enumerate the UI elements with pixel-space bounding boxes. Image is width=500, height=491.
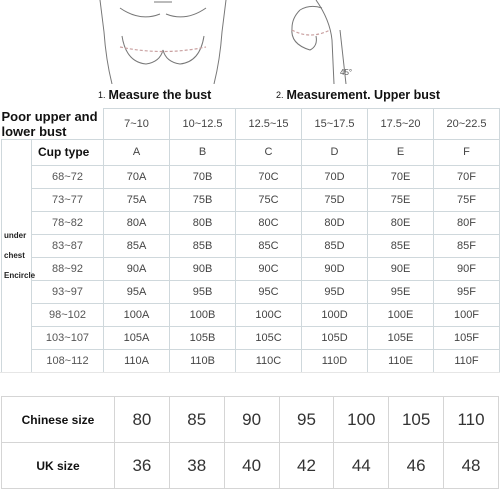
underbust-range: 103~107 xyxy=(32,326,104,349)
size-cell: 105D xyxy=(302,326,368,349)
size-cell: 110B xyxy=(170,349,236,372)
size-cell: 110E xyxy=(368,349,434,372)
table-row xyxy=(2,326,500,349)
size-cell: 85D xyxy=(302,234,368,257)
size-cell: 100A xyxy=(104,303,170,326)
table-row xyxy=(2,188,500,211)
step-2-label: Measurement. Upper bust xyxy=(286,87,441,102)
cup-letter: A xyxy=(104,139,170,165)
size-cell: 90F xyxy=(434,257,500,280)
size-cell: 90B xyxy=(170,257,236,280)
chinese-size-label: Chinese size xyxy=(2,397,115,443)
underbust-range: 108~112 xyxy=(32,349,104,372)
size-cell: 100F xyxy=(434,303,500,326)
size-cell: 90A xyxy=(104,257,170,280)
side-tape-line xyxy=(292,30,330,35)
chinese-size-cell: 85 xyxy=(169,397,224,443)
size-cell: 105A xyxy=(104,326,170,349)
underbust-range: 83~87 xyxy=(32,234,104,257)
size-cell: 75E xyxy=(368,188,434,211)
section-divider xyxy=(0,372,500,373)
size-cell: 110D xyxy=(302,349,368,372)
size-cell: 95E xyxy=(368,280,434,303)
chinese-size-cell: 80 xyxy=(115,397,170,443)
size-cell: 100E xyxy=(368,303,434,326)
size-cell: 95B xyxy=(170,280,236,303)
band-label-line: under xyxy=(4,230,27,240)
underbust-range: 73~77 xyxy=(32,188,104,211)
uk-size-cell: 36 xyxy=(115,443,170,489)
size-cell: 75B xyxy=(170,188,236,211)
uk-size-cell: 38 xyxy=(169,443,224,489)
step-1-caption xyxy=(98,86,211,104)
band-label-line: chest xyxy=(4,250,25,260)
table-row xyxy=(2,303,500,326)
size-cell: 90D xyxy=(302,257,368,280)
size-cell: 85A xyxy=(104,234,170,257)
size-cell: 110F xyxy=(434,349,500,372)
size-cell: 105C xyxy=(236,326,302,349)
size-cell: 70F xyxy=(434,165,500,188)
size-cell: 100D xyxy=(302,303,368,326)
size-cell: 105E xyxy=(368,326,434,349)
cup-letter: F xyxy=(434,139,500,165)
size-cell: 90C xyxy=(236,257,302,280)
cup-type-label: Cup type xyxy=(32,139,104,165)
step-2-caption xyxy=(276,86,440,104)
chinese-size-cell: 110 xyxy=(444,397,499,443)
table-row xyxy=(2,257,500,280)
difference-range-row xyxy=(2,109,500,140)
cup-letter: D xyxy=(302,139,368,165)
uk-size-cell: 40 xyxy=(224,443,279,489)
chinese-size-cell: 100 xyxy=(334,397,389,443)
size-cell: 75C xyxy=(236,188,302,211)
band-label-line: Encircle xyxy=(4,270,36,280)
uk-size-cell: 46 xyxy=(389,443,444,489)
size-cell: 80A xyxy=(104,211,170,234)
range-header: 7~10 xyxy=(104,109,170,140)
size-cell: 110C xyxy=(236,349,302,372)
size-cell: 100B xyxy=(170,303,236,326)
step-2-number: 2. xyxy=(276,89,284,100)
table-row xyxy=(2,349,500,372)
size-conversion-table xyxy=(1,396,499,489)
uk-size-cell: 44 xyxy=(334,443,389,489)
table-row xyxy=(2,165,500,188)
bust-measurement-illustration xyxy=(0,0,500,84)
size-cell: 100C xyxy=(236,303,302,326)
size-cell: 85C xyxy=(236,234,302,257)
size-cell: 95D xyxy=(302,280,368,303)
size-cell: 80B xyxy=(170,211,236,234)
table-row xyxy=(2,280,500,303)
size-cell: 105B xyxy=(170,326,236,349)
uk-size-cell: 42 xyxy=(279,443,334,489)
underbust-range: 98~102 xyxy=(32,303,104,326)
size-cell: 95C xyxy=(236,280,302,303)
size-cell: 85B xyxy=(170,234,236,257)
uk-size-label: UK size xyxy=(2,443,115,489)
underbust-range: 78~82 xyxy=(32,211,104,234)
chinese-size-cell: 105 xyxy=(389,397,444,443)
size-cell: 80C xyxy=(236,211,302,234)
range-header: 15~17.5 xyxy=(302,109,368,140)
size-cell: 75F xyxy=(434,188,500,211)
side-bust-figure xyxy=(292,0,346,84)
size-cell: 85F xyxy=(434,234,500,257)
cup-letter: C xyxy=(236,139,302,165)
size-cell: 85E xyxy=(368,234,434,257)
size-cell: 95A xyxy=(104,280,170,303)
size-cell: 70B xyxy=(170,165,236,188)
range-header: 17.5~20 xyxy=(368,109,434,140)
step-1-label: Measure the bust xyxy=(108,87,212,102)
cup-type-row xyxy=(2,139,500,165)
chinese-size-cell: 95 xyxy=(279,397,334,443)
size-cell: 80F xyxy=(434,211,500,234)
size-cell: 75A xyxy=(104,188,170,211)
step-1-number: 1. xyxy=(98,89,106,100)
cup-letter: E xyxy=(368,139,434,165)
uk-size-cell: 48 xyxy=(444,443,499,489)
angle-label: 45° xyxy=(340,68,353,77)
size-cell: 95F xyxy=(434,280,500,303)
chinese-size-row xyxy=(2,397,499,443)
cup-letter: B xyxy=(170,139,236,165)
band-label xyxy=(2,139,36,372)
front-bust-figure xyxy=(100,0,226,84)
underbust-range: 68~72 xyxy=(32,165,104,188)
size-cell: 70E xyxy=(368,165,434,188)
bra-size-chart xyxy=(1,108,500,373)
size-cell: 70D xyxy=(302,165,368,188)
range-header: 12.5~15 xyxy=(236,109,302,140)
size-cell: 105F xyxy=(434,326,500,349)
table-row xyxy=(2,211,500,234)
size-cell: 70C xyxy=(236,165,302,188)
underbust-range: 93~97 xyxy=(32,280,104,303)
size-cell: 80E xyxy=(368,211,434,234)
underbust-range: 88~92 xyxy=(32,257,104,280)
range-header: 20~22.5 xyxy=(434,109,500,140)
size-cell: 70A xyxy=(104,165,170,188)
uk-size-row xyxy=(2,443,499,489)
size-cell: 90E xyxy=(368,257,434,280)
size-cell: 75D xyxy=(302,188,368,211)
table-row xyxy=(2,234,500,257)
size-cell: 110A xyxy=(104,349,170,372)
range-header: 10~12.5 xyxy=(170,109,236,140)
chinese-size-cell: 90 xyxy=(224,397,279,443)
size-cell: 80D xyxy=(302,211,368,234)
corner-label: Poor upper and lower bust xyxy=(1,108,98,139)
